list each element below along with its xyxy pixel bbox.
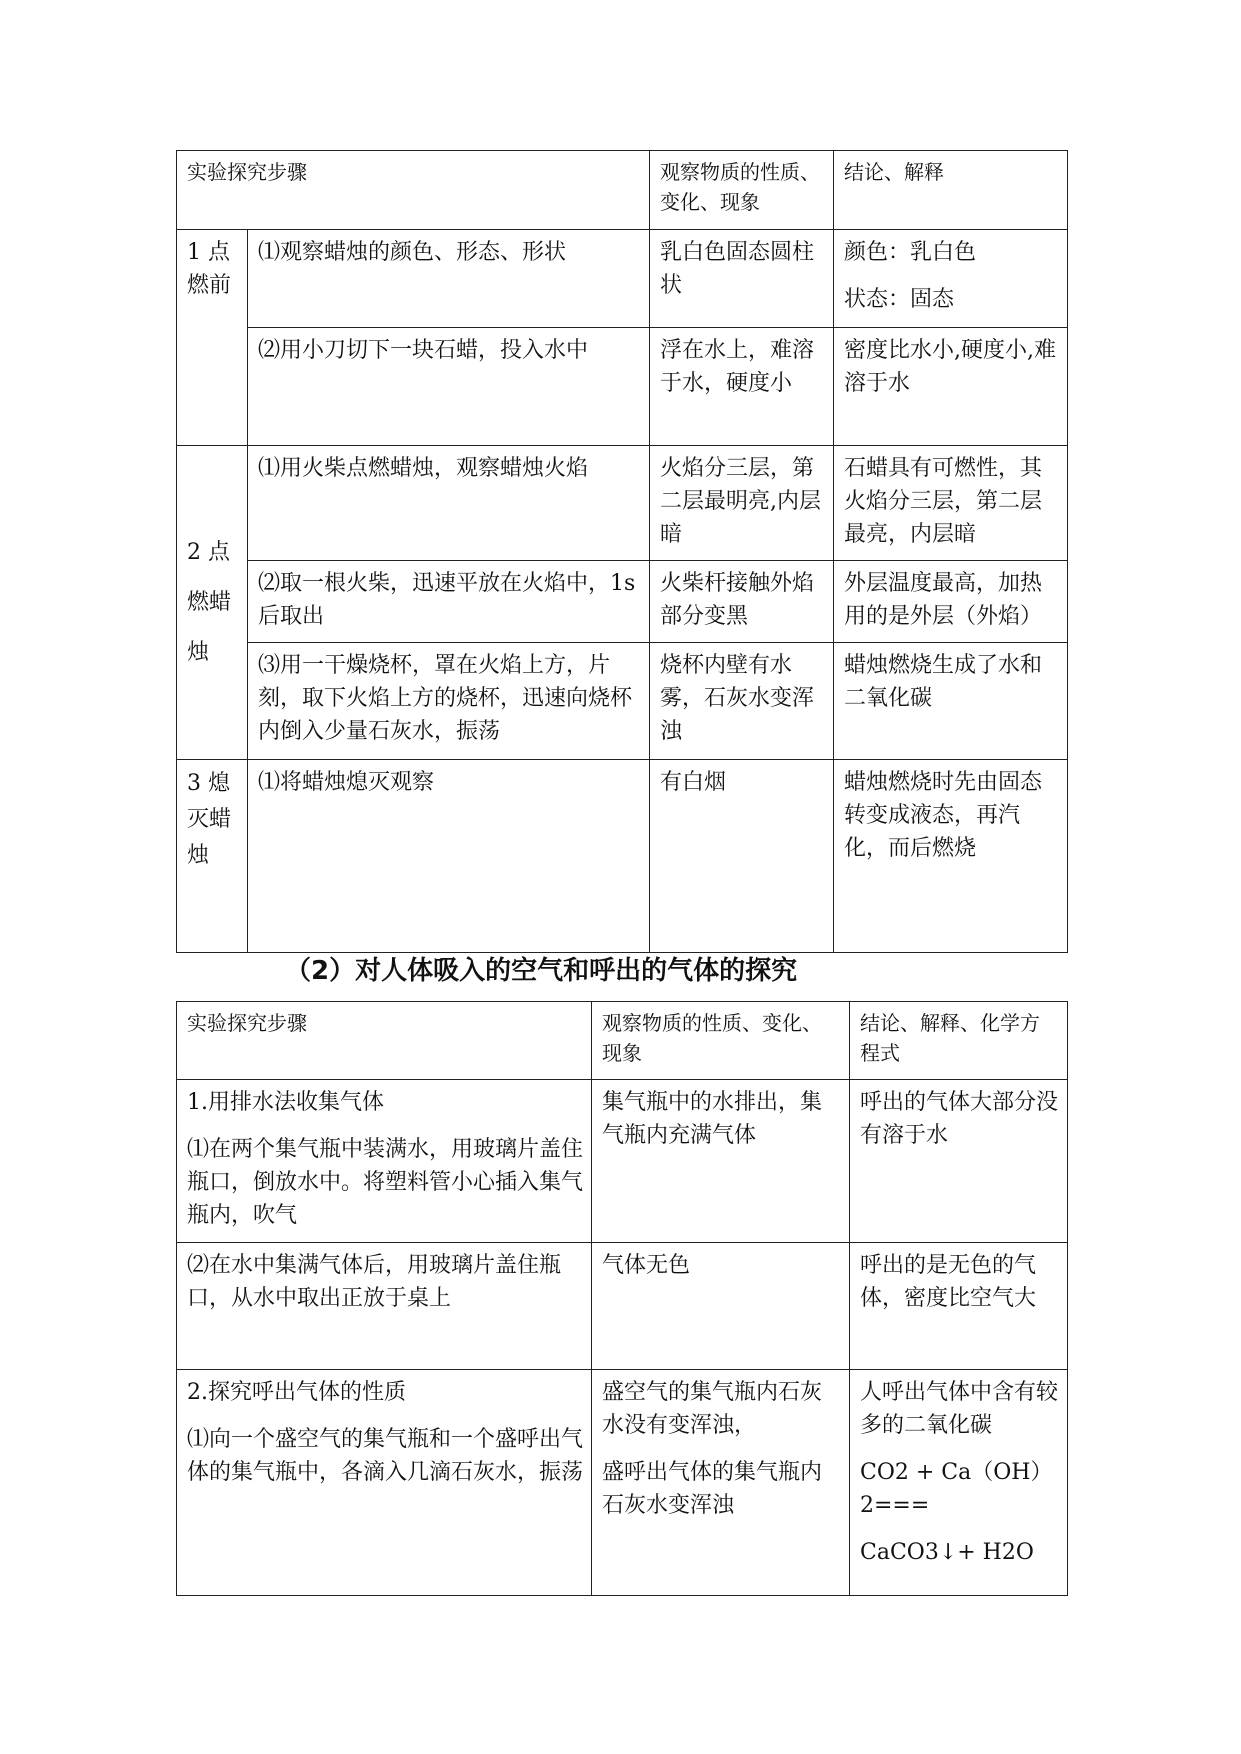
header-observation: 观察物质的性质、变化、现象 (592, 1002, 850, 1080)
header-steps: 实验探究步骤 (177, 151, 650, 230)
step-cell: ⑵取一根火柴，迅速平放在火焰中，1s 后取出 (248, 561, 650, 643)
observation-cell: 集气瓶中的水排出，集气瓶内充满气体 (592, 1080, 850, 1243)
equation-line-2: CaCO3↓+ H2O (860, 1540, 1034, 1565)
conclusion-cell: 石蜡具有可燃性，其火焰分三层，第二层最亮，内层暗 (834, 446, 1068, 561)
observation-air: 盛空气的集气瓶内石灰水没有变浑浊， (602, 1380, 823, 1438)
conclusion-cell: 外层温度最高，加热用的是外层（外焰） (834, 561, 1068, 643)
conclusion-cell: 呼出的是无色的气体，密度比空气大 (850, 1243, 1068, 1370)
step-cell: ⑴将蜡烛熄灭观察 (248, 760, 650, 953)
conclusion-color: 颜色：乳白色 (844, 240, 977, 265)
conclusion-text: 人呼出气体中含有较多的二氧化碳 (860, 1380, 1059, 1438)
equation-line-1: CO2 + Ca（OH）2=== (860, 1460, 1053, 1518)
table-breath-experiment (176, 1001, 1068, 1596)
conclusion-cell: 蜡烛燃烧生成了水和二氧化碳 (834, 643, 1068, 760)
conclusion-cell: 呼出的气体大部分没有溶于水 (850, 1080, 1068, 1243)
step-text: ⑴在两个集气瓶中装满水，用玻璃片盖住瓶口，倒放水中。将塑料管小心插入集气瓶内，吹气 (187, 1137, 584, 1228)
step-cell (177, 1080, 592, 1243)
conclusion-cell: 密度比水小,硬度小,难溶于水 (834, 328, 1068, 446)
step-title: 1.用排水法收集气体 (187, 1090, 384, 1115)
conclusion-cell (850, 1370, 1068, 1596)
section-title: （2）对人体吸入的空气和呼出的气体的探究 (285, 956, 798, 986)
step-cell (177, 1370, 592, 1596)
observation-breath: 盛呼出气体的集气瓶内石灰水变浑浊 (602, 1460, 823, 1518)
step-cell: ⑴观察蜡烛的颜色、形态、形状 (248, 230, 650, 328)
step-cell: ⑶用一干燥烧杯，罩在火焰上方，片刻，取下火焰上方的烧杯，迅速向烧杯内倒入少量石灰水，振荡 (248, 643, 650, 760)
step-text: ⑴向一个盛空气的集气瓶和一个盛呼出气体的集气瓶中，各滴入几滴石灰水，振荡 (187, 1427, 584, 1485)
observation-cell: 火焰分三层，第二层最明亮,内层暗 (650, 446, 834, 561)
conclusion-cell (834, 230, 1068, 328)
step-title: 2.探究呼出气体的性质 (187, 1380, 406, 1405)
stage-label-burning: 2 点燃蜡烛 (177, 446, 248, 760)
observation-cell: 乳白色固态圆柱状 (650, 230, 834, 328)
observation-cell (592, 1370, 850, 1596)
header-conclusion: 结论、解释、化学方程式 (850, 1002, 1068, 1080)
conclusion-state: 状态：固态 (844, 287, 955, 312)
observation-cell: 气体无色 (592, 1243, 850, 1370)
table-candle-experiment (176, 150, 1068, 953)
stage-label-extinguish: 3 熄灭蜡烛 (177, 760, 248, 953)
header-conclusion: 结论、解释 (834, 151, 1068, 230)
header-steps: 实验探究步骤 (177, 1002, 592, 1080)
step-cell: ⑴用火柴点燃蜡烛，观察蜡烛火焰 (248, 446, 650, 561)
header-observation: 观察物质的性质、变化、现象 (650, 151, 834, 230)
observation-cell: 烧杯内壁有水雾，石灰水变浑浊 (650, 643, 834, 760)
observation-cell: 浮在水上，难溶于水，硬度小 (650, 328, 834, 446)
observation-cell: 火柴杆接触外焰部分变黑 (650, 561, 834, 643)
step-cell: ⑵用小刀切下一块石蜡，投入水中 (248, 328, 650, 446)
stage-label-before: 1 点燃前 (177, 230, 248, 446)
observation-cell: 有白烟 (650, 760, 834, 953)
step-cell: ⑵在水中集满气体后，用玻璃片盖住瓶口，从水中取出正放于桌上 (177, 1243, 592, 1370)
conclusion-cell: 蜡烛燃烧时先由固态转变成液态，再汽化，而后燃烧 (834, 760, 1068, 953)
